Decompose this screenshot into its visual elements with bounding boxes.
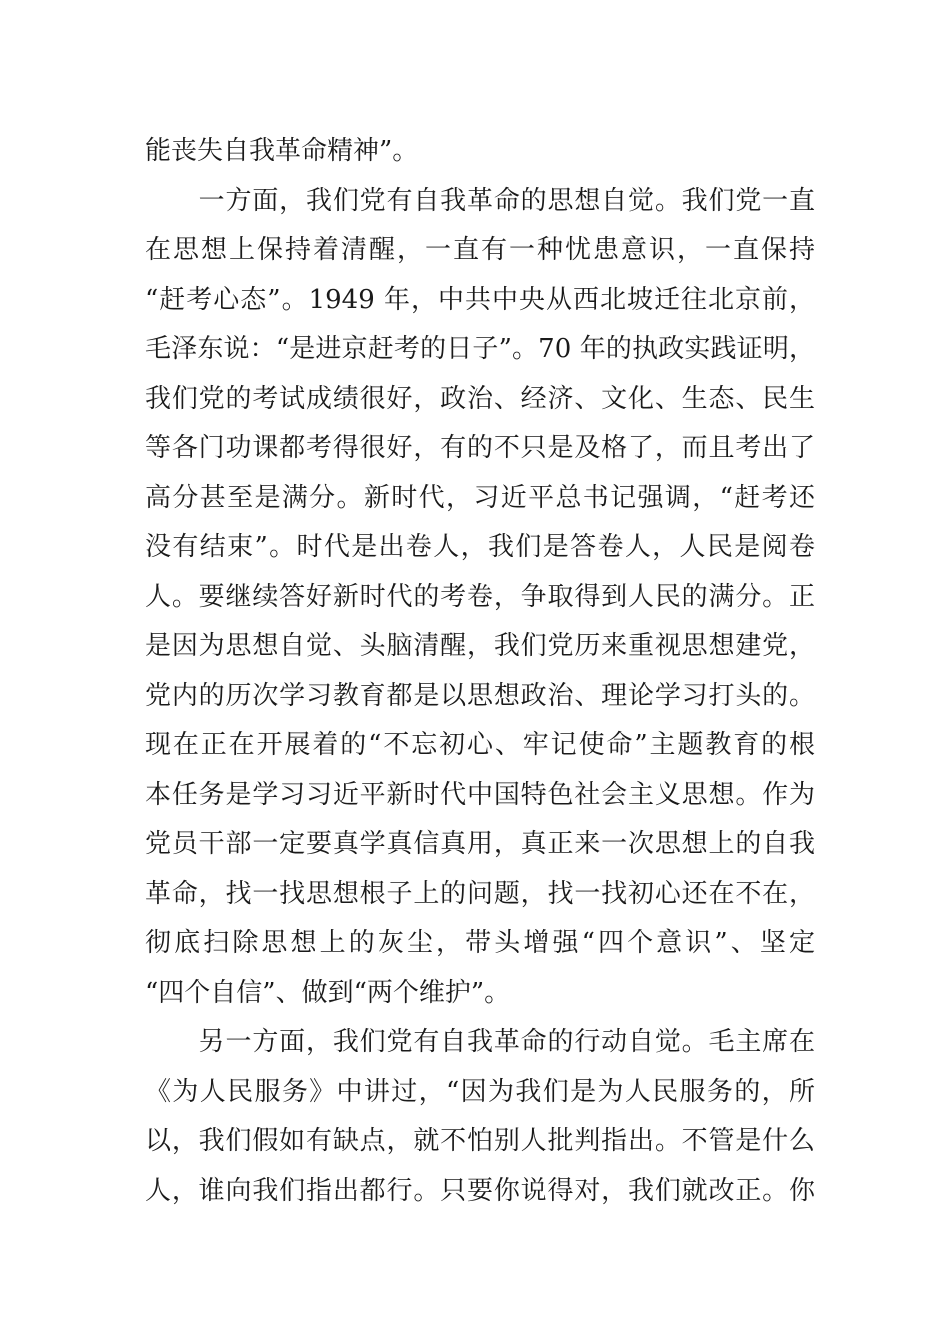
paragraph-2-line-7: 高分甚至是满分。新时代，习近平总书记强调，“赶考还 xyxy=(145,482,815,513)
document-body xyxy=(145,127,815,1216)
paragraph-2-line-3: “赶考心态”。1949 年，中共中央从西北坡迁往北京前， xyxy=(145,284,815,315)
paragraph-2-line-2: 在思想上保持着清醒，一直有一种忧患意识，一直保持 xyxy=(145,235,815,265)
paragraph-2-line-1: 一方面，我们党有自我革命的思想自觉。我们党一直 xyxy=(145,185,815,216)
paragraph-2-line-5: 我们党的考试成绩很好，政治、经济、文化、生态、民生 xyxy=(145,383,815,414)
paragraph-3-line-1: 另一方面，我们党有自我革命的行动自觉。毛主席在 xyxy=(145,1027,815,1057)
paragraph-2-line-13: 本任务是学习习近平新时代中国特色社会主义思想。作为 xyxy=(145,779,815,810)
paragraph-2-line-11: 党内的历次学习教育都是以思想政治、理论学习打头的。 xyxy=(145,680,815,711)
paragraph-3-line-4: 人，谁向我们指出都行。只要你说得对，我们就改正。你 xyxy=(145,1175,815,1206)
paragraph-1-line-1: 能丧失自我革命精神”。 xyxy=(145,136,419,166)
paragraph-2-line-4: 毛泽东说：“是进京赶考的日子”。70 年的执政实践证明， xyxy=(145,334,815,364)
paragraph-2-line-16: 彻底扫除思想上的灰尘，带头增强“四个意识”、坚定 xyxy=(145,928,815,958)
paragraph-3-line-3: 以，我们假如有缺点，就不怕别人批判指出。不管是什么 xyxy=(145,1126,815,1156)
paragraph-2-line-8: 没有结束”。时代是出卷人，我们是答卷人，人民是阅卷 xyxy=(145,532,815,562)
paragraph-2-line-10: 是因为思想自觉、头脑清醒，我们党历来重视思想建党， xyxy=(145,631,815,661)
paragraph-2-line-15: 革命，找一找思想根子上的问题，找一找初心还在不在， xyxy=(145,878,815,909)
paragraph-2-line-17: “四个自信”、做到“两个维护”。 xyxy=(145,977,511,1008)
paragraph-2-line-12: 现在正在开展着的“不忘初心、牢记使命”主题教育的根 xyxy=(145,730,815,760)
paragraph-2-line-9: 人。要继续答好新时代的考卷，争取得到人民的满分。正 xyxy=(145,581,815,612)
paragraph-3-line-2: 《为人民服务》中讲过，“因为我们是为人民服务的，所 xyxy=(145,1076,815,1107)
paragraph-2-line-14: 党员干部一定要真学真信真用，真正来一次思想上的自我 xyxy=(145,829,815,859)
paragraph-2-line-6: 等各门功课都考得很好，有的不只是及格了，而且考出了 xyxy=(145,433,815,463)
